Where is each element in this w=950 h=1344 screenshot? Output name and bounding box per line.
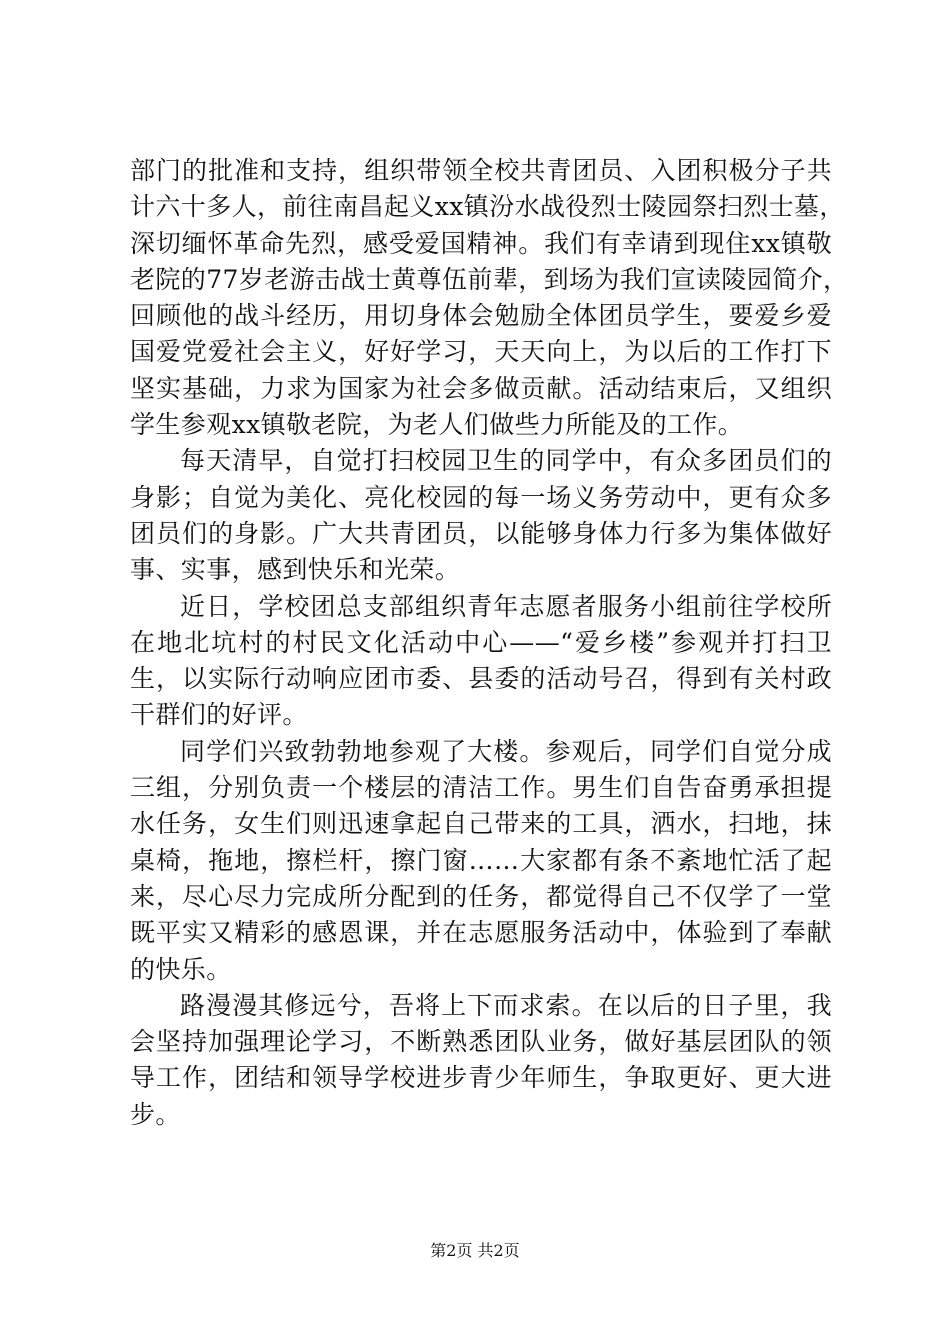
paragraph-first-line: 同学们兴致勃勃地参观了大楼。参观后，同学们自觉分成 bbox=[180, 736, 832, 766]
text-line: 生，以实际行动响应团市委、县委的活动号召，得到有关村政 bbox=[130, 664, 832, 694]
page-number-footer: 第2页 共2页 bbox=[430, 1241, 520, 1260]
text-line: 计六十多人，前往南昌起义xx镇汾水战役烈士陵园祭扫烈士墓， bbox=[130, 192, 845, 222]
text-line: 学生参观xx镇敬老院，为老人们做些力所能及的工作。 bbox=[130, 410, 744, 440]
text-line: 坚实基础，力求为国家为社会多做贡献。活动结束后，又组织 bbox=[130, 373, 832, 403]
text-line: 老院的77岁老游击战士黄尊伍前辈，到场为我们宣读陵园简介， bbox=[130, 264, 849, 294]
text-line: 回顾他的战斗经历，用切身体会勉励全体团员学生，要爱乡爱 bbox=[130, 301, 832, 331]
text-line: 身影；自觉为美化、亮化校园的每一场义务劳动中，更有众多 bbox=[130, 482, 832, 512]
paragraph-first-line: 路漫漫其修远兮，吾将上下而求索。在以后的日子里，我 bbox=[180, 990, 832, 1020]
text-line: 团员们的身影。广大共青团员，以能够身体力行多为集体做好 bbox=[130, 518, 832, 548]
text-line: 干群们的好评。 bbox=[130, 700, 308, 730]
text-line: 事、实事，感到快乐和光荣。 bbox=[130, 555, 461, 585]
text-line: 国爱党爱社会主义，好好学习，天天向上，为以后的工作打下 bbox=[130, 337, 832, 367]
text-line: 桌椅，拖地，擦栏杆，擦门窗……大家都有条不紊地忙活了起 bbox=[130, 845, 832, 875]
text-line: 步。 bbox=[130, 1099, 181, 1129]
text-line: 三组，分别负责一个楼层的清洁工作。男生们自告奋勇承担提 bbox=[130, 773, 832, 803]
document-body bbox=[130, 153, 849, 1133]
text-line: 既平实又精彩的感恩课，并在志愿服务活动中，体验到了奉献 bbox=[130, 918, 832, 948]
text-line: 来，尽心尽力完成所分配到的任务，都觉得自己不仅学了一堂 bbox=[130, 881, 832, 911]
paragraph-first-line: 每天清早，自觉打扫校园卫生的同学中，有众多团员们的 bbox=[180, 446, 832, 476]
text-line: 部门的批准和支持，组织带领全校共青团员、入团积极分子共 bbox=[130, 156, 832, 185]
paragraph-first-line: 近日，学校团总支部组织青年志愿者服务小组前往学校所 bbox=[180, 591, 832, 621]
text-line: 会坚持加强理论学习，不断熟悉团队业务，做好基层团队的领 bbox=[130, 1027, 832, 1057]
text-line: 导工作，团结和领导学校进步青少年师生，争取更好、更大进 bbox=[130, 1063, 832, 1093]
text-line: 深切缅怀革命先烈，感受爱国精神。我们有幸请到现住xx镇敬 bbox=[130, 228, 832, 258]
text-line: 水任务，女生们则迅速拿起自己带来的工具，洒水，扫地，抹 bbox=[130, 809, 832, 839]
text-line: 在地北坑村的村民文化活动中心——“爱乡楼”参观并打扫卫 bbox=[130, 627, 832, 657]
text-line: 的快乐。 bbox=[130, 954, 232, 984]
